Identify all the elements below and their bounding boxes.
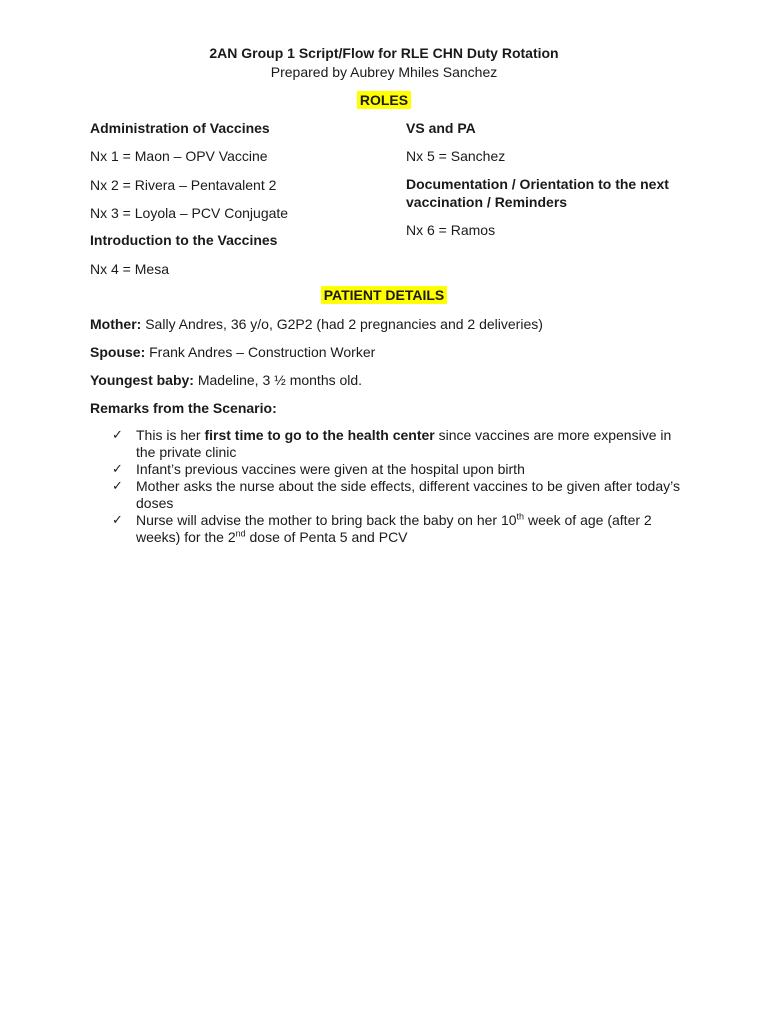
- role-nx3: Nx 3 = Loyola – PCV Conjugate: [90, 205, 289, 221]
- remark-3-line1: Mother asks the nurse about the side effects, different vaccines to be given after today’s: [136, 478, 680, 494]
- role-nx2: Nx 2 = Rivera – Pentavalent 2: [90, 177, 277, 193]
- remark-4-mid: week of age (after 2: [524, 512, 652, 528]
- remarks-heading: Remarks from the Scenario:: [90, 400, 277, 416]
- checkmark-icon: ✓: [112, 462, 123, 477]
- remarks-list: [90, 427, 690, 546]
- remark-4-line2-pre: weeks) for the 2: [136, 529, 236, 545]
- list-item: [90, 478, 690, 512]
- role-nx1: Nx 1 = Maon – OPV Vaccine: [90, 148, 268, 164]
- remark-2: Infant’s previous vaccines were given at the hospital upon birth: [136, 461, 525, 477]
- baby-label: Youngest baby:: [90, 372, 194, 388]
- spouse-label: Spouse:: [90, 344, 146, 360]
- mother-value: Sally Andres, 36 y/o, G2P2 (had 2 pregnancies and 2 deliveries): [141, 316, 543, 332]
- patient-details-highlight: PATIENT DETAILS: [321, 286, 448, 304]
- roles-heading: [0, 92, 768, 108]
- remark-4-line2-post: dose of Penta 5 and PCV: [245, 529, 408, 545]
- documentation-heading-line1: Documentation / Orientation to the next: [406, 176, 669, 192]
- remark-3-line2: doses: [136, 495, 174, 511]
- intro-vaccines-heading: Introduction to the Vaccines: [90, 232, 278, 248]
- baby-value: Madeline, 3 ½ months old.: [193, 372, 363, 388]
- admin-vaccines-heading: Administration of Vaccines: [90, 120, 270, 136]
- remark-4-sup-th: th: [516, 511, 525, 522]
- baby-line: [90, 372, 362, 388]
- patient-details-heading: [0, 287, 768, 303]
- spouse-value: Frank Andres – Construction Worker: [145, 344, 376, 360]
- remark-1-line2: the private clinic: [136, 444, 237, 460]
- remark-1-bold: first time to go to the health center: [204, 427, 435, 443]
- role-nx4: Nx 4 = Mesa: [90, 261, 169, 277]
- checkmark-icon: ✓: [112, 428, 123, 443]
- remark-4-pre: Nurse will advise the mother to bring back the baby on her 10: [136, 512, 517, 528]
- remark-4-sup-nd: nd: [235, 528, 246, 539]
- checkmark-icon: ✓: [112, 513, 123, 528]
- role-nx6: Nx 6 = Ramos: [406, 222, 496, 238]
- documentation-heading-line2: vaccination / Reminders: [406, 194, 568, 210]
- list-item: [90, 427, 690, 461]
- mother-label: Mother:: [90, 316, 142, 332]
- roles-heading-highlight: ROLES: [357, 91, 411, 109]
- list-item: [90, 512, 690, 546]
- document-title: 2AN Group 1 Script/Flow for RLE CHN Duty Rotation: [209, 45, 559, 61]
- role-nx5: Nx 5 = Sanchez: [406, 148, 506, 164]
- remark-1-pre: This is her: [136, 427, 205, 443]
- remark-1-post: since vaccines are more expensive in: [434, 427, 672, 443]
- mother-line: [90, 316, 543, 332]
- vs-pa-heading: VS and PA: [406, 120, 476, 136]
- spouse-line: [90, 344, 375, 360]
- checkmark-icon: ✓: [112, 479, 123, 494]
- document-author: Prepared by Aubrey Mhiles Sanchez: [270, 64, 498, 80]
- list-item: [90, 461, 690, 478]
